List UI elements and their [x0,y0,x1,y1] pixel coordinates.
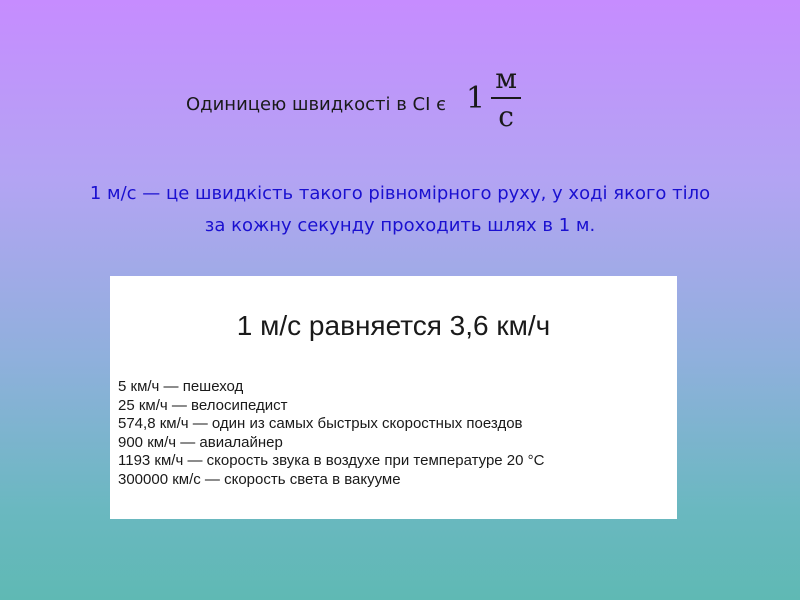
list-item: 300000 км/с — скорость света в вакууме [118,470,401,488]
panel-title: 1 м/с равняется 3,6 км/ч [236,310,551,341]
list-item: 25 км/ч — велосипедист [118,396,288,414]
formula-denominator: с [498,100,514,133]
speed-examples-list [118,378,545,489]
definition-line-1: 1 м/с — це швидкість такого рівномірного руху, у ході якого тіло [89,183,711,204]
list-item: 5 км/ч — пешеход [118,378,244,395]
intro-row [186,58,521,138]
speed-unit-formula [466,62,521,133]
formula-number: 1 [466,80,486,116]
formula-numerator: м [495,62,517,95]
definition-text [20,178,780,242]
definition-line-2: за кожну секунду проходить шлях в 1 м. [204,215,596,236]
list-item: 1193 км/ч — скорость звука в воздухе при температуре 20 °С [118,452,545,469]
list-item: 900 км/ч — авиалайнер [118,433,283,451]
list-item: 574,8 км/ч — один из самых быстрых скоростных поездов [118,415,523,432]
fraction-bar [491,97,521,99]
speed-examples-panel [110,276,677,519]
formula-fraction [491,62,521,133]
intro-text: Одиницею швидкості в СІ є [186,93,446,115]
